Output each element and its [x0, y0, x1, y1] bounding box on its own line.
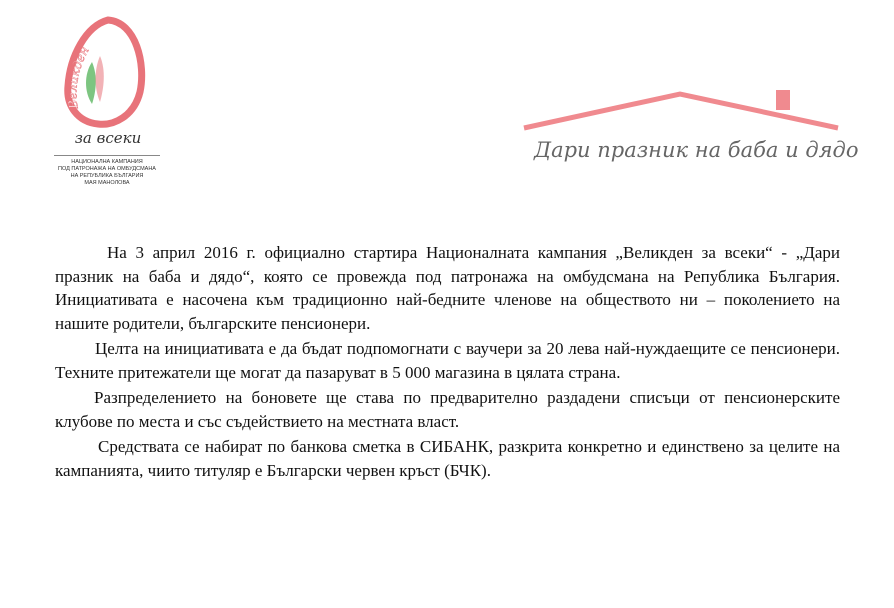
gift-holiday-logo: [520, 88, 859, 188]
logo-arc-text: Великден: [65, 43, 92, 110]
house-logo-text: Дари празник на баба и дядо: [534, 138, 859, 162]
press-release-body: [55, 241, 840, 482]
logo-caption-line: НА РЕПУБЛИКА БЪЛГАРИЯ: [70, 173, 144, 179]
paragraph: Целта на инициативата е да бъдат подпомогнати с ваучери за 20 лева най-нуждаещите се пенсионери. Техните притежатели ще могат да пазаруват в 5 000 магазина в цялата страна.: [55, 339, 840, 382]
logo-caption-line: МАЯ МАНОЛОВА: [84, 180, 130, 186]
logo-caption-line: НАЦИОНАЛНА КАМПАНИЯ: [71, 159, 143, 165]
egg-logo-icon: [48, 12, 168, 132]
paragraph: Средствата се набират по банкова сметка в СИБАНК, разкрита конкретно и единствено за целите на кампанията, чиито титуляр е Български червен кръст (БЧК).: [55, 437, 840, 480]
logo-caption: [52, 159, 162, 187]
logo-caption-line: ПОД ПАТРОНАЖА НА ОМБУДСМАНА: [58, 166, 156, 172]
house-roof-icon: [520, 88, 842, 138]
logo-divider: [54, 155, 160, 156]
paragraph: На 3 април 2016 г. официално стартира Националната кампания „Великден за всеки“ - „Дари празник на баба и дядо“, която се провежда под патронажа на омбудсмана на Република България. Инициативата е насочена към традиционно най-бедните членове на обществото ни – поколението на нашите родители, българските пенсионери.: [55, 243, 840, 333]
logo-brand-text: за всеки: [74, 129, 142, 147]
paragraph: Разпределението на боновете ще става по предварително раздадени списъци от пенсионерските клубове по места и със съдействието на местната власт.: [55, 388, 840, 431]
easter-campaign-logo: [48, 12, 168, 186]
